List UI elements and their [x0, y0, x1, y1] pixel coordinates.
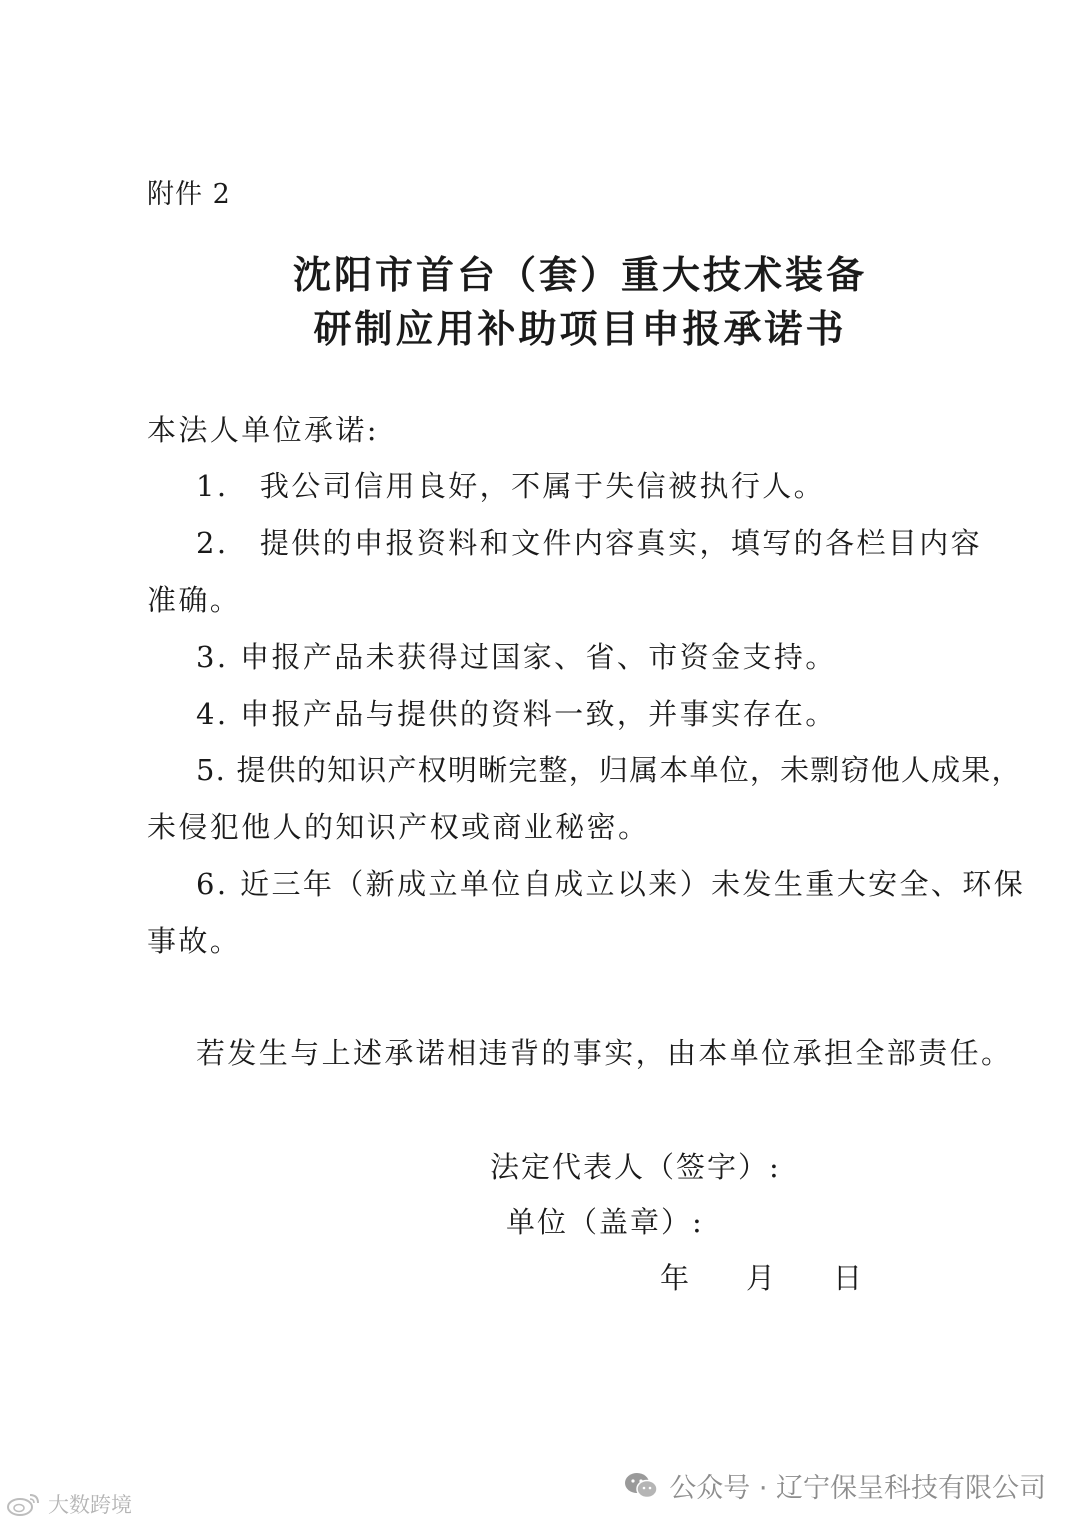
weibo-icon	[6, 1491, 42, 1517]
wechat-watermark-text: 公众号 · 辽宁保呈科技有限公司	[669, 1473, 1046, 1504]
closing-statement: 若发生与上述承诺相违背的事实，由本单位承担全部责任。	[196, 1036, 1013, 1070]
commitment-item-2-continued: 准确。	[147, 583, 242, 617]
commitment-item-5: 5. 提供的知识产权明晰完整，归属本单位，未剽窃他人成果，	[196, 753, 1022, 787]
document-title-line-1: 沈阳市首台（套）重大技术装备	[292, 252, 867, 297]
legal-representative-signature-label: 法定代表人（签字）:	[490, 1150, 781, 1184]
date-month-label: 月	[746, 1261, 778, 1295]
commitment-item-2: 2. 提供的申报资料和文件内容真实，填写的各栏目内容	[196, 526, 983, 560]
commitment-item-6: 6. 近三年（新成立单位自成立以来）未发生重大安全、环保	[196, 867, 1026, 901]
date-year-label: 年	[660, 1261, 692, 1295]
unit-seal-label: 单位（盖章）:	[506, 1205, 704, 1239]
commitment-item-1: 1. 我公司信用良好，不属于失信被执行人。	[196, 469, 826, 503]
attachment-label: 附件 2	[147, 179, 231, 210]
document-title-line-2: 研制应用补助项目申报承诺书	[313, 306, 847, 351]
intro-text: 本法人单位承诺:	[147, 413, 379, 447]
wechat-watermark	[623, 1466, 1046, 1505]
date-day-label: 日	[833, 1261, 865, 1295]
weibo-watermark	[6, 1489, 132, 1519]
wechat-icon	[623, 1471, 659, 1501]
commitment-item-4: 4. 申报产品与提供的资料一致，并事实存在。	[196, 697, 837, 731]
commitment-item-5-continued: 未侵犯他人的知识产权或商业秘密。	[147, 810, 650, 844]
commitment-item-6-continued: 事故。	[147, 924, 242, 958]
commitment-item-3: 3. 申报产品未获得过国家、省、市资金支持。	[196, 640, 837, 674]
weibo-watermark-text: 大数跨境	[48, 1493, 132, 1517]
